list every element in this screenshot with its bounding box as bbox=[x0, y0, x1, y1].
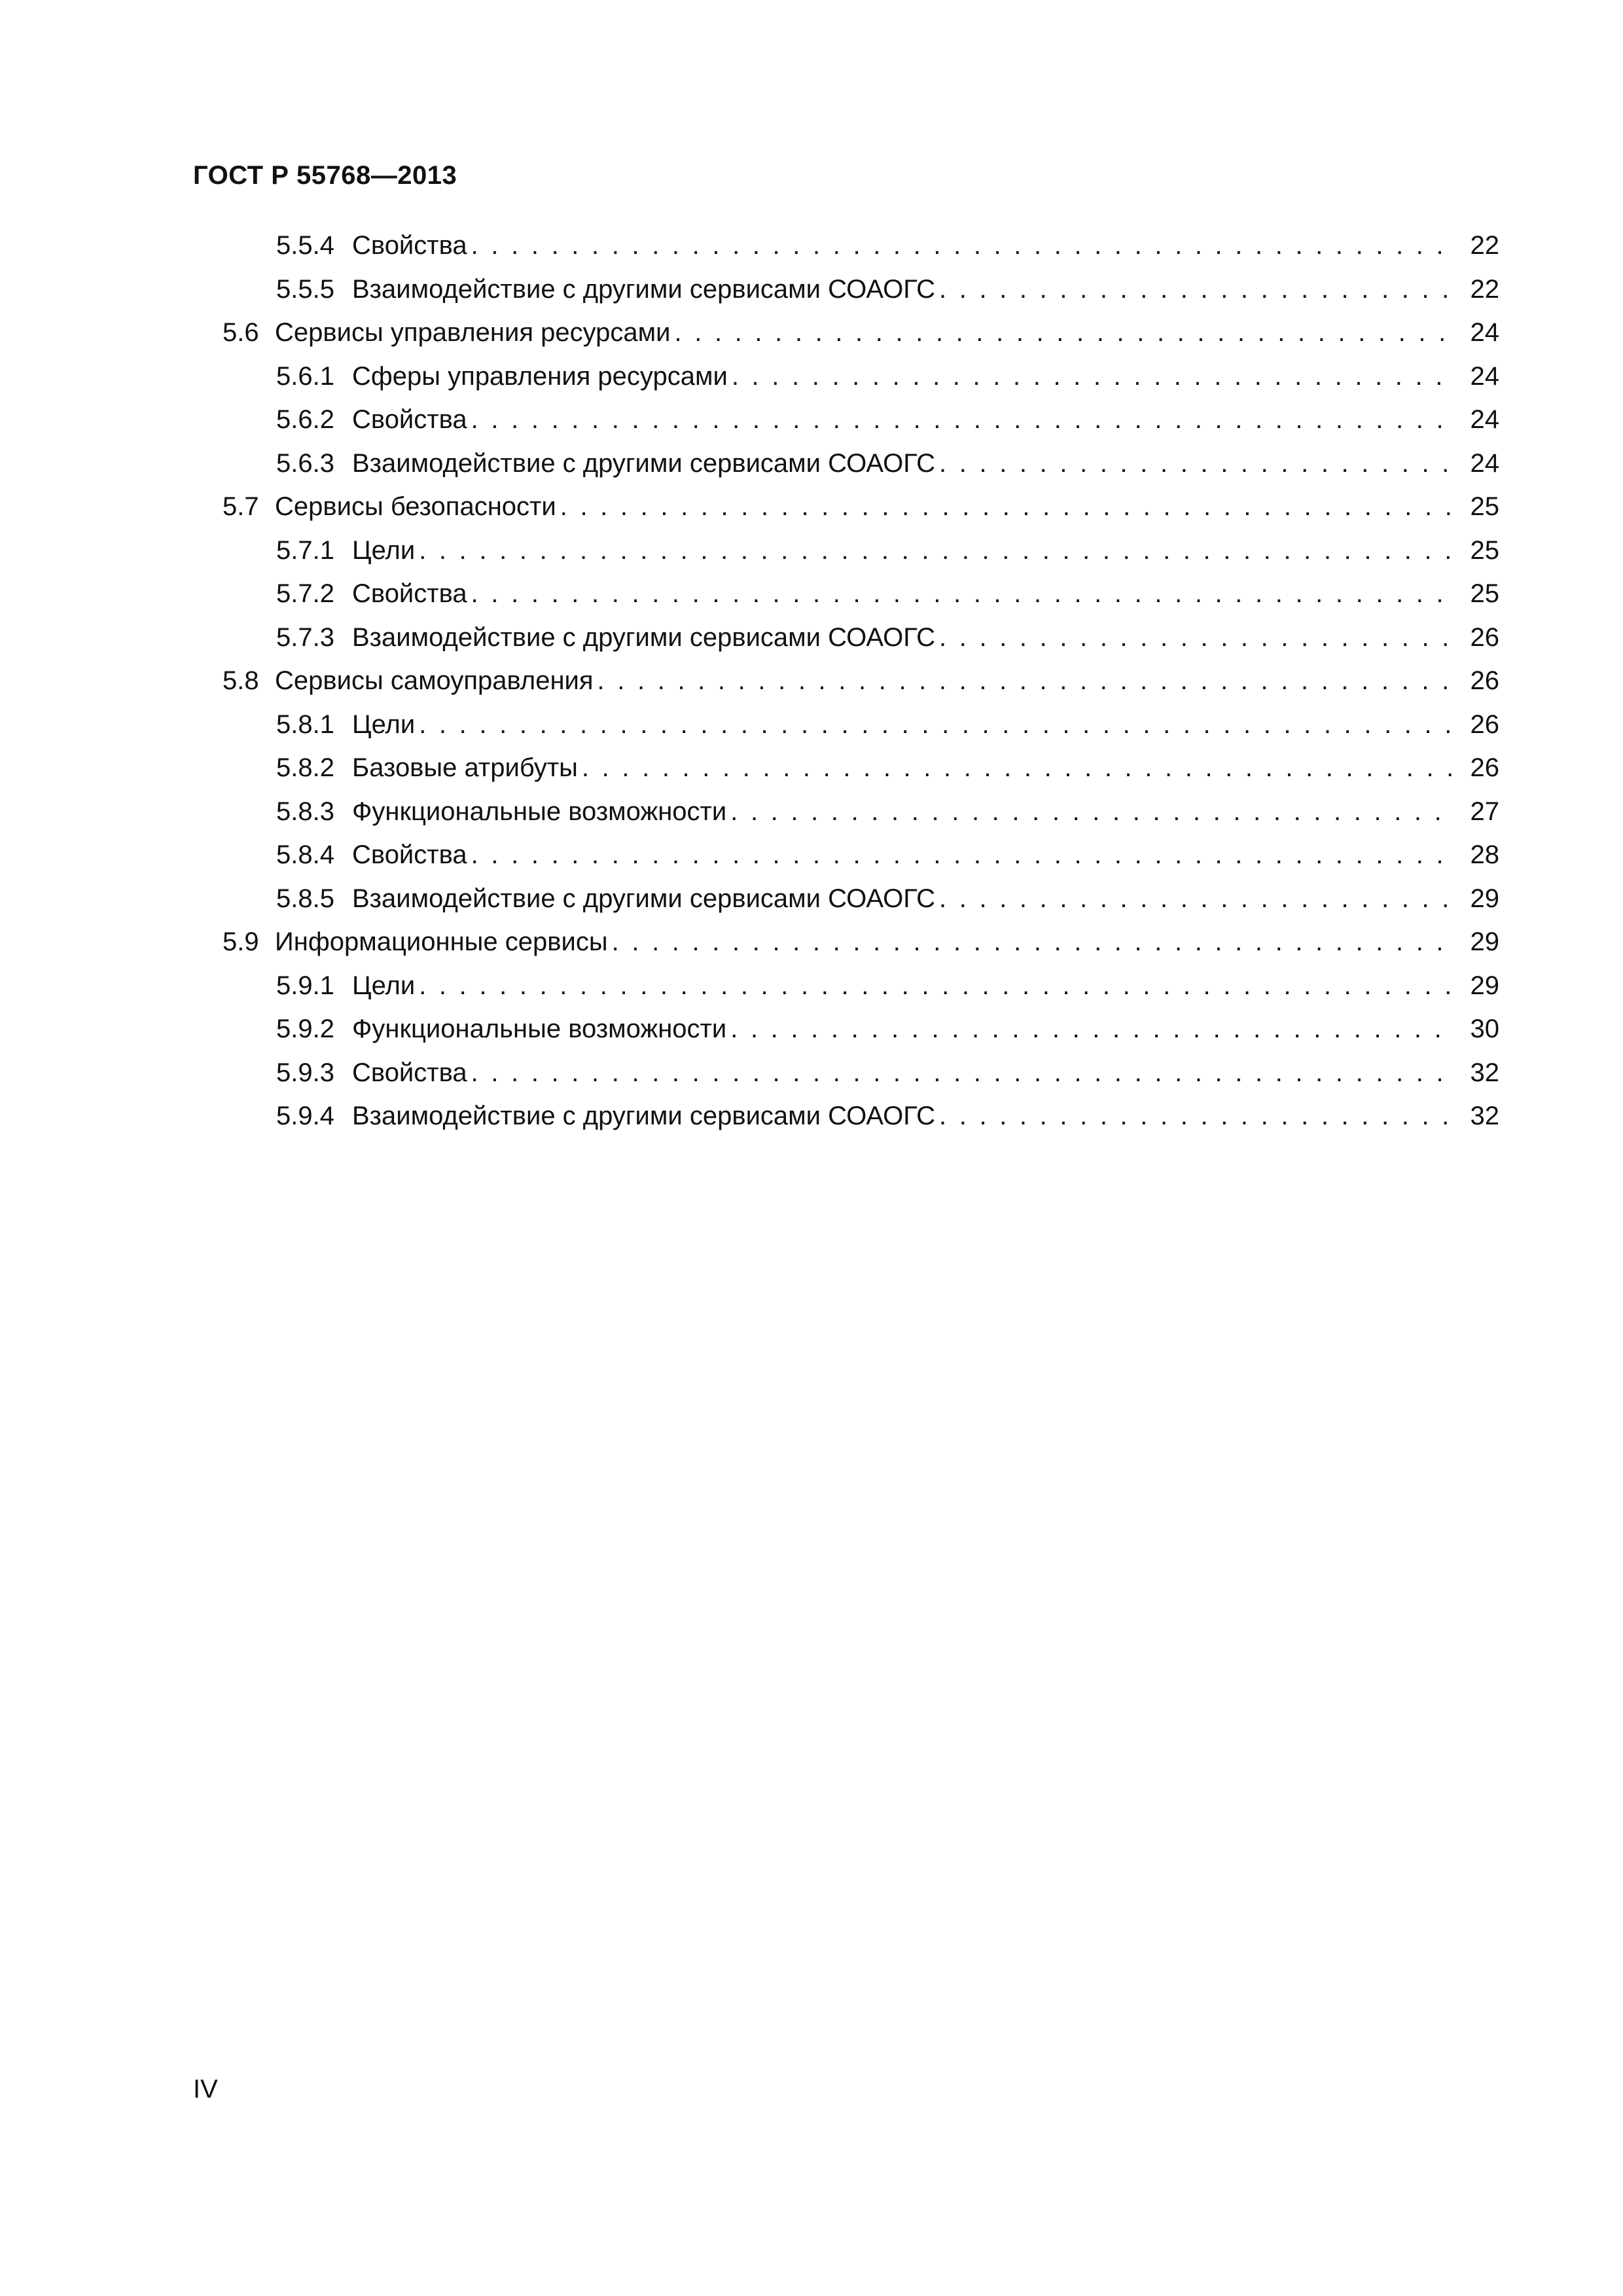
toc-entry bbox=[0, 535, 1623, 579]
toc-entry-number: 5.6.2 bbox=[276, 405, 334, 434]
toc-entry bbox=[0, 839, 1623, 883]
toc-entry bbox=[0, 752, 1623, 796]
toc-dot-leader bbox=[471, 404, 1454, 435]
toc-dot-leader bbox=[471, 1057, 1454, 1088]
toc-dot-leader bbox=[471, 230, 1454, 261]
toc-entry-title: Функциональные возможности bbox=[352, 797, 727, 826]
toc-entry-number: 5.7 bbox=[223, 492, 259, 521]
toc-entry-title: Свойства bbox=[352, 1058, 467, 1087]
toc-entry bbox=[0, 1013, 1623, 1057]
toc-entry-page: 29 bbox=[1470, 927, 1499, 956]
toc-entry bbox=[0, 274, 1623, 317]
toc-entry-page: 24 bbox=[1470, 361, 1499, 391]
toc-dot-leader bbox=[939, 448, 1454, 479]
toc-dot-leader bbox=[730, 796, 1454, 827]
toc-entry-page: 26 bbox=[1470, 709, 1499, 739]
toc-entry-number: 5.6 bbox=[223, 318, 259, 347]
toc-entry-title: Взаимодействие с другими сервисами СОАОГС bbox=[352, 622, 936, 652]
toc-entry-page: 25 bbox=[1470, 579, 1499, 608]
toc-entry bbox=[0, 665, 1623, 709]
toc-dot-leader bbox=[560, 491, 1454, 522]
toc-entry-title: Сервисы управления ресурсами bbox=[275, 318, 671, 347]
toc-entry-title: Свойства bbox=[352, 231, 467, 260]
toc-entry bbox=[0, 317, 1623, 361]
toc-dot-leader bbox=[612, 926, 1454, 958]
toc-entry bbox=[0, 970, 1623, 1014]
toc-entry-title: Цели bbox=[352, 709, 416, 739]
toc-entry-title: Взаимодействие с другими сервисами СОАОГС bbox=[352, 884, 936, 913]
toc-entry-page: 24 bbox=[1470, 448, 1499, 478]
toc-entry-number: 5.7.3 bbox=[276, 622, 334, 652]
toc-entry-page: 22 bbox=[1470, 274, 1499, 304]
toc-entry-number: 5.9.4 bbox=[276, 1102, 334, 1130]
toc-entry-title: Свойства bbox=[352, 840, 467, 869]
toc-entry bbox=[0, 709, 1623, 753]
toc-entry-number: 5.5.5 bbox=[276, 274, 334, 304]
toc-dot-leader bbox=[419, 970, 1454, 1001]
toc-entry bbox=[0, 926, 1623, 970]
toc-entry bbox=[0, 883, 1623, 927]
toc-entry-number: 5.8.1 bbox=[276, 709, 334, 739]
toc-entry-page: 22 bbox=[1470, 231, 1499, 260]
toc-entry-page: 32 bbox=[1470, 1102, 1499, 1130]
toc-entry-page: 26 bbox=[1470, 622, 1499, 652]
toc-entry-page: 27 bbox=[1470, 797, 1499, 826]
toc-entry bbox=[0, 1100, 1623, 1144]
toc-entry-number: 5.8.4 bbox=[276, 840, 334, 869]
toc-entry-number: 5.8.5 bbox=[276, 884, 334, 913]
toc-entry bbox=[0, 361, 1623, 404]
toc-dot-leader bbox=[730, 1013, 1454, 1045]
toc-entry-page: 29 bbox=[1470, 971, 1499, 1000]
toc-dot-leader bbox=[939, 274, 1454, 305]
toc-dot-leader bbox=[597, 665, 1454, 696]
toc-entry-page: 24 bbox=[1470, 318, 1499, 347]
toc-entry-number: 5.8.3 bbox=[276, 797, 334, 826]
toc-dot-leader bbox=[419, 709, 1454, 740]
table-of-contents bbox=[0, 230, 1623, 1144]
toc-entry-number: 5.7.2 bbox=[276, 579, 334, 608]
toc-entry-page: 24 bbox=[1470, 405, 1499, 434]
toc-entry-number: 5.5.4 bbox=[276, 231, 334, 260]
toc-entry-title: Свойства bbox=[352, 579, 467, 608]
toc-entry bbox=[0, 491, 1623, 535]
toc-dot-leader bbox=[471, 578, 1454, 609]
toc-entry-title: Свойства bbox=[352, 405, 467, 434]
toc-entry-number: 5.9.2 bbox=[276, 1014, 334, 1043]
toc-entry-title: Информационные сервисы bbox=[275, 927, 608, 956]
toc-entry bbox=[0, 796, 1623, 840]
toc-entry-title: Сферы управления ресурсами bbox=[352, 361, 728, 391]
toc-dot-leader bbox=[582, 752, 1454, 783]
document-header-title: ГОСТ Р 55768—2013 bbox=[193, 161, 457, 190]
toc-entry-page: 29 bbox=[1470, 884, 1499, 913]
toc-entry-number: 5.7.1 bbox=[276, 535, 334, 565]
toc-entry-page: 28 bbox=[1470, 840, 1499, 869]
toc-entry-page: 26 bbox=[1470, 753, 1499, 782]
toc-entry-title: Базовые атрибуты bbox=[352, 753, 578, 782]
toc-entry bbox=[0, 1057, 1623, 1101]
toc-entry-number: 5.9.3 bbox=[276, 1058, 334, 1087]
toc-dot-leader bbox=[675, 317, 1454, 348]
toc-entry-number: 5.8.2 bbox=[276, 753, 334, 782]
toc-dot-leader bbox=[939, 883, 1454, 914]
toc-entry-title: Взаимодействие с другими сервисами СОАОГС bbox=[352, 1102, 936, 1130]
toc-entry-title: Взаимодействие с другими сервисами СОАОГС bbox=[352, 274, 936, 304]
page-number: IV bbox=[193, 2075, 218, 2104]
toc-entry-page: 32 bbox=[1470, 1058, 1499, 1087]
toc-entry-title: Цели bbox=[352, 535, 416, 565]
toc-entry-page: 25 bbox=[1470, 535, 1499, 565]
toc-entry-number: 5.9 bbox=[223, 927, 259, 956]
toc-entry bbox=[0, 622, 1623, 666]
toc-entry bbox=[0, 404, 1623, 448]
toc-dot-leader bbox=[939, 1100, 1454, 1132]
toc-dot-leader bbox=[471, 839, 1454, 870]
toc-entry-title: Цели bbox=[352, 971, 416, 1000]
toc-entry-page: 30 bbox=[1470, 1014, 1499, 1043]
toc-entry-title: Взаимодействие с другими сервисами СОАОГС bbox=[352, 448, 936, 478]
toc-entry-page: 25 bbox=[1470, 492, 1499, 521]
toc-entry bbox=[0, 230, 1623, 274]
toc-entry bbox=[0, 578, 1623, 622]
toc-dot-leader bbox=[939, 622, 1454, 653]
toc-dot-leader bbox=[419, 535, 1454, 566]
toc-dot-leader bbox=[732, 361, 1454, 392]
toc-entry-title: Сервисы самоуправления bbox=[275, 666, 594, 695]
toc-entry-title: Функциональные возможности bbox=[352, 1014, 727, 1043]
toc-entry-number: 5.8 bbox=[223, 666, 259, 695]
toc-entry-title: Сервисы безопасности bbox=[275, 492, 556, 521]
toc-entry bbox=[0, 448, 1623, 492]
toc-entry-number: 5.6.3 bbox=[276, 448, 334, 478]
toc-entry-number: 5.9.1 bbox=[276, 971, 334, 1000]
toc-entry-number: 5.6.1 bbox=[276, 361, 334, 391]
toc-entry-page: 26 bbox=[1470, 666, 1499, 695]
